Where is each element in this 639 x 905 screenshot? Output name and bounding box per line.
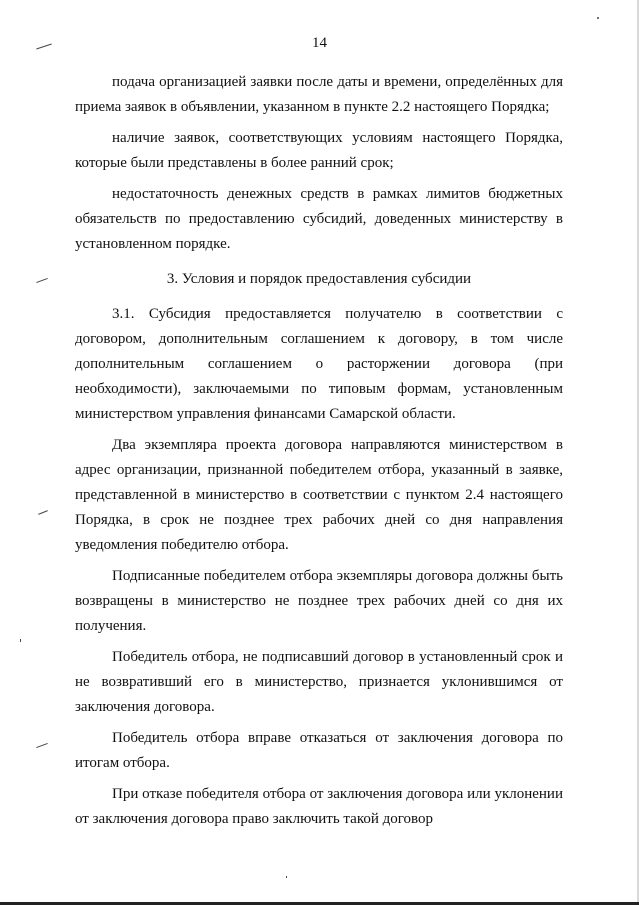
scan-mark bbox=[36, 743, 48, 748]
paragraph: Победитель отбора вправе отказаться от заключения договора по итогам отбора. bbox=[75, 730, 563, 771]
paragraph: Победитель отбора, не подписавший договор в установленный срок и не возвративший его в министерство, признается уклонившимся от заключения договора. bbox=[75, 649, 563, 715]
paragraph: наличие заявок, соответствующих условиям настоящего Порядка, которые были представлены в более ранний срок; bbox=[75, 130, 563, 171]
paragraph: недостаточность денежных средств в рамках лимитов бюджетных обязательств по предоставлению субсидий, доведенных министерству в установленном порядке. bbox=[75, 186, 563, 252]
paragraph: При отказе победителя отбора от заключения договора или уклонении от заключения договора право заключить такой договор bbox=[75, 786, 563, 827]
scan-mark bbox=[597, 17, 599, 19]
paragraph: Два экземпляра проекта договора направляются министерством в адрес организации, признанной победителем отбора, указанный в заявке, представленной в министерство в соответствии с пунктом 2.4 настоящего Порядка, в срок не позднее трех рабочих дней со дня направления уведомления победителю отбора. bbox=[75, 437, 563, 553]
paragraph: 3.1. Субсидия предоставляется получателю в соответствии с договором, дополнительным соглашением к договору, в том числе дополнительным соглашением о расторжении договора (при необходимости), заключаемыми по типовым формам, установленным министерством управления финансами Самарской области. bbox=[75, 306, 563, 422]
scan-mark bbox=[38, 510, 48, 515]
scan-mark bbox=[286, 876, 287, 878]
section-heading: 3. Условия и порядок предоставления субсидии bbox=[166, 271, 472, 287]
paragraph: подача организацией заявки после даты и времени, определённых для приема заявок в объявлении, указанном в пункте 2.2 настоящего Порядка; bbox=[75, 74, 563, 115]
scan-mark bbox=[20, 639, 21, 642]
paragraph: Подписанные победителем отбора экземпляры договора должны быть возвращены в министерство не позднее трех рабочих дней со дня их получения. bbox=[75, 568, 563, 634]
document-body bbox=[75, 70, 563, 838]
page-number: 14 bbox=[312, 35, 327, 51]
scan-mark bbox=[36, 278, 48, 283]
